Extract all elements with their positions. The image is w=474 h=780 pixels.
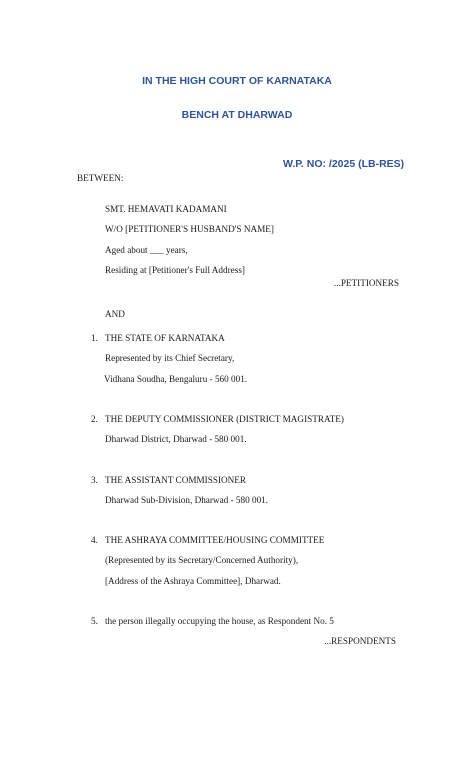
respondent-line: THE ASHRAYA COMMITTEE/HOUSING COMMITTEE: [105, 535, 325, 545]
and-label: AND: [105, 309, 125, 319]
respondent-line: THE STATE OF KARNATAKA: [105, 333, 225, 343]
respondent-line: Dharwad Sub-Division, Dharwad - 580 001.: [105, 495, 269, 505]
between-label: BETWEEN:: [77, 173, 124, 183]
case-number: W.P. NO: /2025 (LB-RES): [283, 158, 405, 170]
petitioner-name: SMT. HEMAVATI KADAMANI: [105, 204, 227, 214]
respondent-line: Represented by its Chief Secretary,: [105, 353, 235, 363]
petitioner-address: Residing at [Petitioner's Full Address]: [105, 265, 245, 275]
respondents-label: ...RESPONDENTS: [324, 636, 396, 646]
respondent-line: Vidhana Soudha, Bengaluru - 560 001.: [104, 374, 248, 384]
respondent-number: 1.: [91, 333, 98, 343]
respondent-number: 3.: [91, 475, 98, 485]
respondent-number: 4.: [91, 535, 98, 545]
respondent-line: the person illegally occupying the house, as Respondent No. 5: [105, 616, 334, 626]
respondent-line: [Address of the Ashraya Committee], Dharwad.: [105, 576, 281, 586]
respondent-number: 2.: [91, 414, 98, 424]
respondent-number: 5.: [91, 616, 98, 626]
respondent-line: Dharwad District, Dharwad - 580 001.: [105, 434, 247, 444]
petitioner-relation: W/O [PETITIONER'S HUSBAND'S NAME]: [105, 224, 274, 234]
respondent-line: THE DEPUTY COMMISSIONER (DISTRICT MAGISTRATE): [105, 414, 344, 424]
petitioner-age: Aged about ___ years,: [105, 245, 188, 255]
petitioners-label: ...PETITIONERS: [333, 278, 399, 288]
court-title: IN THE HIGH COURT OF KARNATAKA: [142, 75, 332, 87]
respondent-line: (Represented by its Secretary/Concerned Authority),: [105, 555, 299, 565]
respondent-line: THE ASSISTANT COMMISSIONER: [105, 475, 247, 485]
bench-title: BENCH AT DHARWAD: [181, 109, 293, 121]
